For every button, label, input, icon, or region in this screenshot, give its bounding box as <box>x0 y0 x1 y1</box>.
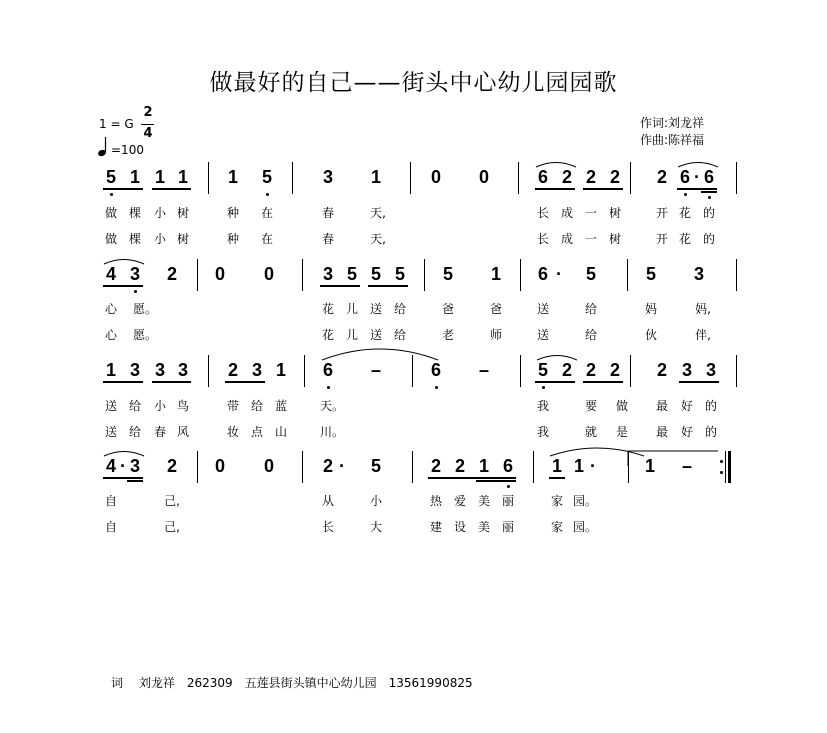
low-octave-dot <box>110 193 113 196</box>
lyric: 愿。 <box>133 302 158 316</box>
lyric: 小 <box>369 494 382 508</box>
lyric: 给 <box>584 328 597 342</box>
note: 2 <box>227 360 238 380</box>
lyric: 一 <box>584 232 597 246</box>
sixteenth-underline <box>476 480 516 482</box>
lyric: 小 <box>153 399 166 413</box>
eighth-underline <box>583 188 623 190</box>
note: 6 <box>537 264 548 284</box>
augmentation-dot: · <box>590 456 596 476</box>
barline <box>292 162 293 194</box>
note: 6 <box>703 167 714 187</box>
eighth-underline <box>535 381 575 383</box>
lyric: 给 <box>128 425 141 439</box>
lyric: 天, <box>370 232 386 246</box>
low-octave-dot <box>507 485 510 488</box>
eighth-underline <box>103 381 143 383</box>
lyric: 妈 <box>644 302 657 316</box>
low-octave-dot <box>708 196 711 199</box>
augmentation-dot: · <box>556 264 562 284</box>
lyric: 自 <box>104 520 117 534</box>
eighth-underline <box>677 188 717 190</box>
quarter-note-icon <box>97 136 111 158</box>
lyric: 给 <box>584 302 597 316</box>
note: 1 <box>105 360 116 380</box>
lyric: 点 <box>250 425 263 439</box>
eighth-underline <box>428 477 516 479</box>
lyric: 树 <box>176 232 189 246</box>
note: 0 <box>263 264 274 284</box>
lyric: 成 <box>560 206 573 220</box>
lyric: 送 <box>369 328 382 342</box>
lyric: 好 <box>680 399 693 413</box>
barline <box>197 451 198 483</box>
note: 6 <box>322 360 333 380</box>
lyric: 树 <box>608 232 621 246</box>
lyric: 家 <box>550 494 563 508</box>
lyric: 做 <box>104 232 117 246</box>
lyric: 的 <box>702 232 715 246</box>
augmentation-dot: · <box>694 167 700 187</box>
note: 1 <box>154 167 165 187</box>
lyric: 的 <box>702 206 715 220</box>
barline <box>520 355 521 387</box>
note: 3 <box>154 360 165 380</box>
note: 2 <box>609 360 620 380</box>
tie <box>550 448 644 456</box>
lyric: 开 <box>655 232 668 246</box>
eighth-underline <box>103 477 143 479</box>
lyric: 丽 <box>501 520 514 534</box>
lyric: 老 <box>441 328 454 342</box>
lyric: 花 <box>321 302 334 316</box>
lyric: 心 <box>104 302 117 316</box>
repeat-dot <box>720 471 723 474</box>
low-octave-dot <box>327 386 330 389</box>
note: 2 <box>561 360 572 380</box>
lyric: 蓝 <box>274 399 287 413</box>
note: 2 <box>430 456 441 476</box>
song-title: 做最好的自己——街头中心幼儿园园歌 <box>209 70 618 96</box>
note: 1 <box>478 456 489 476</box>
barline <box>518 162 519 194</box>
barline <box>302 259 303 291</box>
note: 1 <box>227 167 238 187</box>
lyric: 妈, <box>695 302 711 316</box>
barline <box>412 451 413 483</box>
augmentation-dot: · <box>120 456 126 476</box>
lyric: 爸 <box>489 302 502 316</box>
dash: – <box>478 360 489 380</box>
lyric: 做 <box>615 399 628 413</box>
note: 2 <box>656 360 667 380</box>
eighth-underline <box>549 477 565 479</box>
lyric: 从 <box>321 494 334 508</box>
lyric: 园。 <box>573 520 598 534</box>
repeat-dot <box>720 460 723 463</box>
time-signature-bottom: 4 <box>143 126 153 141</box>
lyric: 丽 <box>501 494 514 508</box>
lyric: 种 <box>226 206 239 220</box>
eighth-underline <box>320 285 360 287</box>
lyric: 自 <box>104 494 117 508</box>
lyric: 在 <box>260 232 273 246</box>
note: 5 <box>645 264 656 284</box>
note: 2 <box>609 167 620 187</box>
note: 2 <box>166 456 177 476</box>
lyric: 花 <box>321 328 334 342</box>
barline <box>208 162 209 194</box>
note: 3 <box>129 456 140 476</box>
lyric: 给 <box>393 302 406 316</box>
lyric: 大 <box>369 520 382 534</box>
note: 2 <box>322 456 333 476</box>
lyric: 送 <box>104 425 117 439</box>
note: 3 <box>251 360 262 380</box>
barline <box>302 451 303 483</box>
low-octave-dot <box>435 386 438 389</box>
note: 1 <box>573 456 584 476</box>
lyric: 春 <box>321 206 334 220</box>
note: 3 <box>681 360 692 380</box>
note: 3 <box>322 264 333 284</box>
eighth-underline <box>103 188 143 190</box>
barline-thick <box>728 451 731 483</box>
lyric: 是 <box>615 425 628 439</box>
lyric: 儿 <box>345 328 358 342</box>
note: 4 <box>105 264 116 284</box>
barline <box>736 355 737 387</box>
lyric: 种 <box>226 232 239 246</box>
note: 3 <box>322 167 333 187</box>
note: 3 <box>705 360 716 380</box>
lyric: 春 <box>321 232 334 246</box>
lyric: 给 <box>393 328 406 342</box>
tempo-marking: =100 <box>111 143 144 157</box>
note: 0 <box>214 456 225 476</box>
note: 1 <box>551 456 562 476</box>
lyric: 风 <box>176 425 189 439</box>
low-octave-dot <box>266 193 269 196</box>
barline <box>627 259 628 291</box>
dash: – <box>681 456 692 476</box>
lyric: 送 <box>104 399 117 413</box>
note: 0 <box>214 264 225 284</box>
lyric: 给 <box>128 399 141 413</box>
barline <box>630 355 631 387</box>
barline <box>208 355 209 387</box>
note: 1 <box>129 167 140 187</box>
lyric: 在 <box>260 206 273 220</box>
lyric: 伙 <box>644 328 657 342</box>
lyric: 最 <box>655 399 668 413</box>
note: 2 <box>656 167 667 187</box>
note: 3 <box>693 264 704 284</box>
eighth-underline <box>152 381 191 383</box>
barline <box>533 451 534 483</box>
note: 1 <box>177 167 188 187</box>
note: 5 <box>585 264 596 284</box>
sixteenth-underline <box>701 191 717 193</box>
lyric: 建 <box>429 520 442 534</box>
barline <box>304 355 305 387</box>
sixteenth-underline <box>127 480 143 482</box>
lyric: 最 <box>655 425 668 439</box>
note: 2 <box>585 167 596 187</box>
lyric: 开 <box>655 206 668 220</box>
eighth-underline <box>152 188 191 190</box>
barline <box>736 162 737 194</box>
note: 5 <box>346 264 357 284</box>
key-signature: 1 = G <box>99 117 134 131</box>
note: 5 <box>537 360 548 380</box>
lyric: 要 <box>584 399 597 413</box>
note: 2 <box>454 456 465 476</box>
lyric: 愿。 <box>133 328 158 342</box>
lyric: 树 <box>176 206 189 220</box>
note: 1 <box>490 264 501 284</box>
low-octave-dot <box>542 386 545 389</box>
note: 1 <box>275 360 286 380</box>
lyric: 鸟 <box>176 399 189 413</box>
lyric: 山 <box>274 425 287 439</box>
footer-contact: 词 刘龙祥 262309 五莲县街头镇中心幼儿园 13561990825 <box>111 676 473 690</box>
low-octave-dot <box>684 193 687 196</box>
note: 3 <box>129 264 140 284</box>
eighth-underline <box>583 381 623 383</box>
lyric: 爱 <box>453 494 466 508</box>
lyric: 的 <box>704 399 717 413</box>
lyric: 天。 <box>320 399 345 413</box>
note: 2 <box>561 167 572 187</box>
note: 6 <box>537 167 548 187</box>
time-signature-line <box>141 124 154 125</box>
lyric: 就 <box>584 425 597 439</box>
note: 2 <box>166 264 177 284</box>
note: 3 <box>177 360 188 380</box>
lyric: 长 <box>321 520 334 534</box>
composer-credit: 作曲:陈祥福 <box>640 133 705 147</box>
lyric: 送 <box>536 328 549 342</box>
eighth-underline <box>368 285 408 287</box>
note: 6 <box>502 456 513 476</box>
eighth-underline <box>535 188 575 190</box>
note: 5 <box>442 264 453 284</box>
lyric: 家 <box>550 520 563 534</box>
lyric: 我 <box>536 399 549 413</box>
note: 4 <box>105 456 116 476</box>
note: 5 <box>105 167 116 187</box>
lyric: 美 <box>477 494 490 508</box>
lyric: 己, <box>164 520 180 534</box>
lyric: 儿 <box>345 302 358 316</box>
note: 0 <box>478 167 489 187</box>
lyric: 送 <box>369 302 382 316</box>
lyric: 己, <box>164 494 180 508</box>
lyric: 春 <box>153 425 166 439</box>
note: 1 <box>644 456 655 476</box>
barline <box>197 259 198 291</box>
barline <box>520 259 521 291</box>
lyric: 美 <box>477 520 490 534</box>
note: 1 <box>370 167 381 187</box>
barline <box>630 162 631 194</box>
lyric: 树 <box>608 206 621 220</box>
note: 0 <box>430 167 441 187</box>
note: 0 <box>263 456 274 476</box>
lyric: 热 <box>429 494 442 508</box>
barline-thin <box>725 451 726 483</box>
lyric: 的 <box>704 425 717 439</box>
lyric: 好 <box>680 425 693 439</box>
note: 5 <box>394 264 405 284</box>
lyric: 园。 <box>573 494 598 508</box>
eighth-underline <box>225 381 265 383</box>
lyric: 带 <box>226 399 239 413</box>
tie <box>322 349 438 360</box>
note: 5 <box>370 264 381 284</box>
lyric: 给 <box>250 399 263 413</box>
barline <box>628 451 629 483</box>
lyric: 长 <box>536 232 549 246</box>
low-octave-dot <box>134 290 137 293</box>
note: 6 <box>430 360 441 380</box>
lyric: 花 <box>678 206 691 220</box>
lyric: 伴, <box>695 328 711 342</box>
lyric: 心 <box>104 328 117 342</box>
lyric: 妆 <box>226 425 239 439</box>
lyric: 一 <box>584 206 597 220</box>
note: 6 <box>679 167 690 187</box>
lyric: 爸 <box>441 302 454 316</box>
lyric: 小 <box>153 232 166 246</box>
augmentation-dot: · <box>339 456 345 476</box>
time-signature-top: 2 <box>143 105 153 120</box>
lyric: 送 <box>536 302 549 316</box>
note: 3 <box>129 360 140 380</box>
note: 2 <box>585 360 596 380</box>
barline <box>410 162 411 194</box>
lyric: 师 <box>489 328 502 342</box>
dash: – <box>370 360 381 380</box>
barline <box>736 259 737 291</box>
lyric: 花 <box>678 232 691 246</box>
lyricist-credit: 作词:刘龙祥 <box>640 116 705 130</box>
barline <box>412 355 413 387</box>
lyric: 设 <box>453 520 466 534</box>
lyric: 棵 <box>128 206 141 220</box>
lyric: 小 <box>153 206 166 220</box>
lyric: 棵 <box>128 232 141 246</box>
barline <box>424 259 425 291</box>
eighth-underline <box>103 285 143 287</box>
lyric: 我 <box>536 425 549 439</box>
lyric: 天, <box>370 206 386 220</box>
note: 5 <box>261 167 272 187</box>
lyric: 川。 <box>320 425 345 439</box>
eighth-underline <box>679 381 719 383</box>
lyric: 长 <box>536 206 549 220</box>
lyric: 成 <box>560 232 573 246</box>
note: 5 <box>370 456 381 476</box>
lyric: 做 <box>104 206 117 220</box>
